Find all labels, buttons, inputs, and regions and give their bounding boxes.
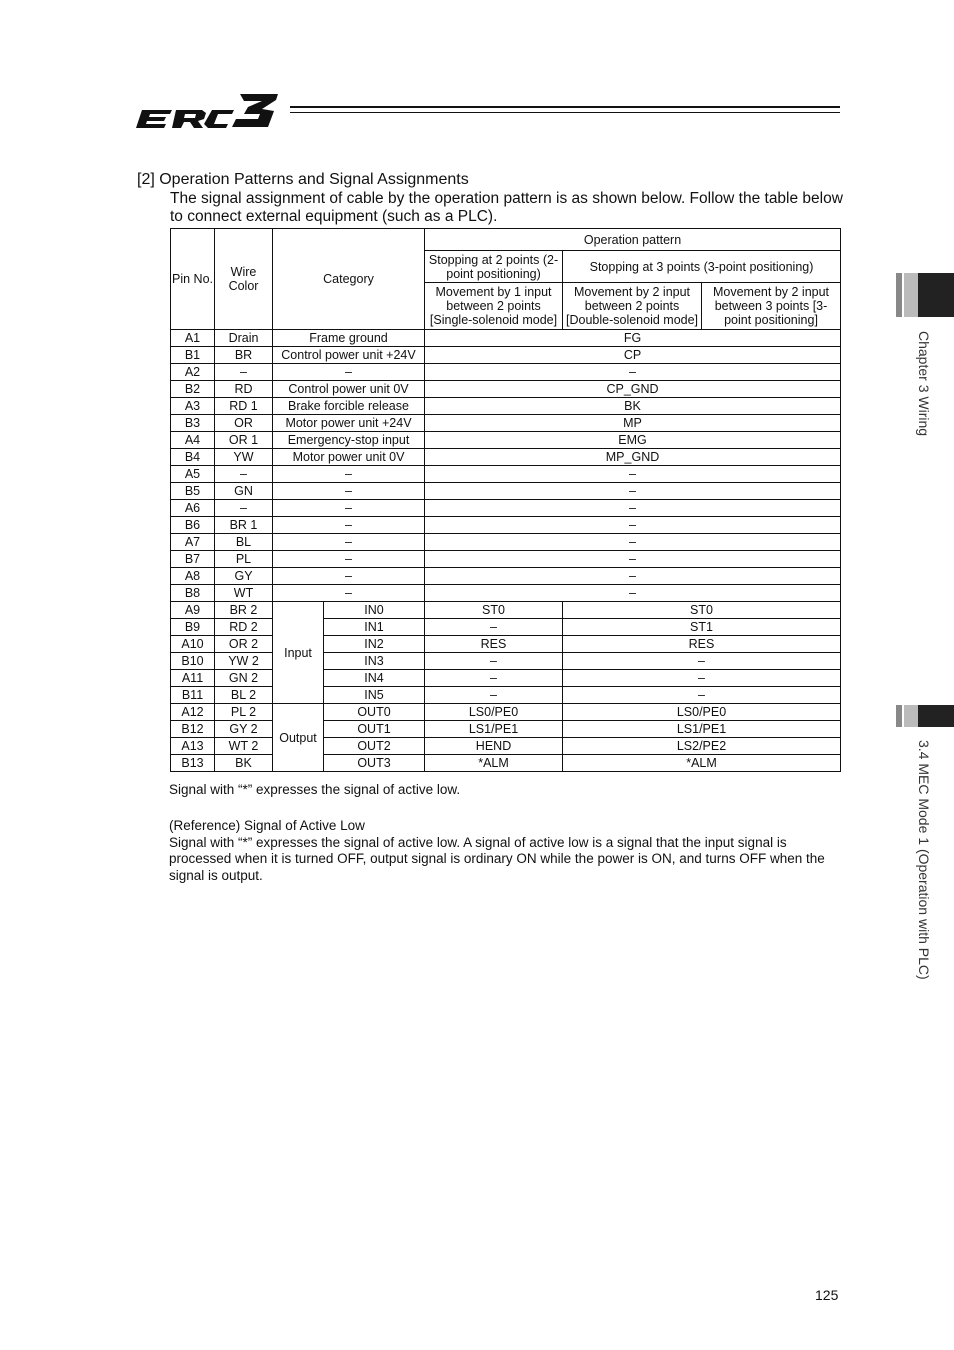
- page-number: 125: [815, 1287, 839, 1303]
- table-row: [171, 687, 841, 704]
- wire-color-cell: YW 2: [215, 653, 273, 670]
- pin-cell: A7: [171, 534, 215, 551]
- category-cell: Frame ground: [273, 330, 425, 347]
- erc3-logo: [136, 92, 284, 132]
- three-point-signal-cell: –: [563, 687, 841, 704]
- table-row: [171, 670, 841, 687]
- signal-cell: –: [425, 551, 841, 568]
- category-cell: –: [273, 534, 425, 551]
- wire-color-cell: RD: [215, 381, 273, 398]
- signal-cell: –: [425, 517, 841, 534]
- table-row: [171, 466, 841, 483]
- pin-cell: B6: [171, 517, 215, 534]
- signal-cell: MP: [425, 415, 841, 432]
- wire-color-cell: YW: [215, 449, 273, 466]
- wire-color-cell: BR 2: [215, 602, 273, 619]
- signal-cell: –: [425, 585, 841, 602]
- pin-cell: A11: [171, 670, 215, 687]
- signal-cell: –: [425, 534, 841, 551]
- table-row: [171, 364, 841, 381]
- reference-body: Signal with “*” expresses the signal of active low. A signal of active low is a signal that the input signal is processed when it is turned OFF, output signal is ordinary ON while the power is ON, and turns OFF when the signal is output.: [169, 834, 825, 883]
- pin-cell: A9: [171, 602, 215, 619]
- section-side-label: 3.4 MEC Mode 1 (Operation with PLC): [916, 740, 932, 980]
- table-row: [171, 755, 841, 772]
- wire-color-cell: RD 1: [215, 398, 273, 415]
- table-row: [171, 449, 841, 466]
- table-row: [171, 551, 841, 568]
- port-cell: IN0: [324, 602, 425, 619]
- two-point-signal-cell: *ALM: [425, 755, 563, 772]
- svg-text:ERC3: ERC3: [136, 131, 139, 132]
- signal-cell: –: [425, 483, 841, 500]
- chapter-tab: [918, 273, 954, 317]
- intro-paragraph: The signal assignment of cable by the operation pattern is as shown below. Follow the table below to connect external equipment (such as a PLC).: [170, 190, 843, 225]
- table-row: [171, 381, 841, 398]
- pin-cell: B5: [171, 483, 215, 500]
- pin-cell: A4: [171, 432, 215, 449]
- wire-color-cell: BK: [215, 755, 273, 772]
- three-point-signal-cell: LS0/PE0: [563, 704, 841, 721]
- table-row: [171, 534, 841, 551]
- wire-color-cell: –: [215, 364, 273, 381]
- category-cell: –: [273, 500, 425, 517]
- chapter-tab-stripe: [896, 273, 902, 317]
- category-cell: –: [273, 568, 425, 585]
- table-row: [171, 483, 841, 500]
- pin-cell: B1: [171, 347, 215, 364]
- header-stop-2-points: Stopping at 2 points (2-point positioning): [425, 251, 563, 283]
- category-cell: –: [273, 551, 425, 568]
- table-row: [171, 330, 841, 347]
- section-tab-stripe: [904, 705, 918, 727]
- signal-cell: CP_GND: [425, 381, 841, 398]
- header-mode-double: Movement by 2 input between 2 points [Double-solenoid mode]: [563, 283, 702, 330]
- header-rule-thin: [290, 112, 840, 113]
- wire-color-cell: GN: [215, 483, 273, 500]
- header-rule: [290, 106, 840, 108]
- pin-cell: A12: [171, 704, 215, 721]
- pin-cell: B8: [171, 585, 215, 602]
- wire-color-cell: GY 2: [215, 721, 273, 738]
- wire-color-cell: Drain: [215, 330, 273, 347]
- category-cell: Control power unit 0V: [273, 381, 425, 398]
- signal-cell: –: [425, 568, 841, 585]
- category-cell: –: [273, 585, 425, 602]
- table-row: [171, 517, 841, 534]
- three-point-signal-cell: RES: [563, 636, 841, 653]
- table-row: [171, 347, 841, 364]
- wire-color-cell: RD 2: [215, 619, 273, 636]
- category-cell: –: [273, 483, 425, 500]
- two-point-signal-cell: LS1/PE1: [425, 721, 563, 738]
- category-cell: Control power unit +24V: [273, 347, 425, 364]
- three-point-signal-cell: ST0: [563, 602, 841, 619]
- port-cell: OUT1: [324, 721, 425, 738]
- port-cell: IN2: [324, 636, 425, 653]
- wire-color-cell: BL 2: [215, 687, 273, 704]
- wire-color-cell: WT: [215, 585, 273, 602]
- wire-color-cell: –: [215, 500, 273, 517]
- table-row: [171, 602, 841, 619]
- pin-cell: A10: [171, 636, 215, 653]
- header-category: Category: [273, 229, 425, 330]
- wire-color-cell: GN 2: [215, 670, 273, 687]
- wire-color-cell: PL: [215, 551, 273, 568]
- pin-cell: B11: [171, 687, 215, 704]
- wire-color-cell: BL: [215, 534, 273, 551]
- two-point-signal-cell: RES: [425, 636, 563, 653]
- wire-color-cell: PL 2: [215, 704, 273, 721]
- three-point-signal-cell: *ALM: [563, 755, 841, 772]
- pin-cell: B13: [171, 755, 215, 772]
- two-point-signal-cell: LS0/PE0: [425, 704, 563, 721]
- category-cell: –: [273, 466, 425, 483]
- category-cell: –: [273, 364, 425, 381]
- three-point-signal-cell: LS2/PE2: [563, 738, 841, 755]
- category-group-cell: Input: [273, 602, 324, 704]
- port-cell: IN1: [324, 619, 425, 636]
- header-pin: Pin No.: [171, 229, 215, 330]
- signal-cell: FG: [425, 330, 841, 347]
- category-cell: Motor power unit 0V: [273, 449, 425, 466]
- pin-cell: A2: [171, 364, 215, 381]
- active-low-note: Signal with “*” expresses the signal of active low.: [169, 782, 461, 797]
- two-point-signal-cell: –: [425, 619, 563, 636]
- two-point-signal-cell: –: [425, 653, 563, 670]
- chapter-side-label: Chapter 3 Wiring: [916, 331, 932, 437]
- category-group-cell: Output: [273, 704, 324, 772]
- wire-color-cell: OR 2: [215, 636, 273, 653]
- wire-color-cell: OR: [215, 415, 273, 432]
- table-row: [171, 432, 841, 449]
- chapter-tab-stripe: [904, 273, 918, 317]
- wire-color-cell: GY: [215, 568, 273, 585]
- pin-cell: B4: [171, 449, 215, 466]
- pin-cell: B2: [171, 381, 215, 398]
- category-cell: Motor power unit +24V: [273, 415, 425, 432]
- header-mode-single: Movement by 1 input between 2 points [Single-solenoid mode]: [425, 283, 563, 330]
- table-row: [171, 398, 841, 415]
- signal-cell: –: [425, 500, 841, 517]
- three-point-signal-cell: –: [563, 670, 841, 687]
- signal-cell: –: [425, 364, 841, 381]
- table-row: [171, 653, 841, 670]
- header-mode-3point: Movement by 2 input between 3 points [3-point positioning]: [702, 283, 841, 330]
- two-point-signal-cell: HEND: [425, 738, 563, 755]
- three-point-signal-cell: –: [563, 653, 841, 670]
- reference-title: (Reference) Signal of Active Low: [169, 818, 365, 833]
- reference-block: [169, 818, 849, 884]
- signal-assignment-table: [170, 228, 841, 772]
- table-row: [171, 415, 841, 432]
- signal-cell: EMG: [425, 432, 841, 449]
- table-row: [171, 568, 841, 585]
- category-cell: –: [273, 517, 425, 534]
- port-cell: OUT0: [324, 704, 425, 721]
- table-row: [171, 585, 841, 602]
- pin-cell: A13: [171, 738, 215, 755]
- wire-color-cell: OR 1: [215, 432, 273, 449]
- two-point-signal-cell: ST0: [425, 602, 563, 619]
- pin-cell: B7: [171, 551, 215, 568]
- three-point-signal-cell: ST1: [563, 619, 841, 636]
- wire-color-cell: BR 1: [215, 517, 273, 534]
- port-cell: OUT2: [324, 738, 425, 755]
- category-cell: Brake forcible release: [273, 398, 425, 415]
- two-point-signal-cell: –: [425, 687, 563, 704]
- pin-cell: B10: [171, 653, 215, 670]
- signal-cell: BK: [425, 398, 841, 415]
- wire-color-cell: BR: [215, 347, 273, 364]
- wire-color-cell: WT 2: [215, 738, 273, 755]
- pin-cell: A1: [171, 330, 215, 347]
- table-row: [171, 619, 841, 636]
- header-operation-pattern: Operation pattern: [425, 229, 841, 251]
- port-cell: IN5: [324, 687, 425, 704]
- pin-cell: B12: [171, 721, 215, 738]
- header-wire-color: Wire Color: [215, 229, 273, 330]
- pin-cell: A6: [171, 500, 215, 517]
- signal-cell: –: [425, 466, 841, 483]
- two-point-signal-cell: –: [425, 670, 563, 687]
- table-row: [171, 704, 841, 721]
- wire-color-cell: –: [215, 466, 273, 483]
- header-stop-3-points: Stopping at 3 points (3-point positioning): [563, 251, 841, 283]
- pin-cell: A8: [171, 568, 215, 585]
- table-header-row: [171, 229, 841, 251]
- section-tab-stripe: [896, 705, 902, 727]
- section-tab: [918, 705, 954, 727]
- signal-cell: MP_GND: [425, 449, 841, 466]
- signal-cell: CP: [425, 347, 841, 364]
- pin-cell: A3: [171, 398, 215, 415]
- port-cell: OUT3: [324, 755, 425, 772]
- category-cell: Emergency-stop input: [273, 432, 425, 449]
- port-cell: IN4: [324, 670, 425, 687]
- port-cell: IN3: [324, 653, 425, 670]
- table-row: [171, 636, 841, 653]
- section-title: [2] Operation Patterns and Signal Assignments: [137, 171, 469, 188]
- pin-cell: B9: [171, 619, 215, 636]
- table-row: [171, 721, 841, 738]
- table-row: [171, 738, 841, 755]
- pin-cell: B3: [171, 415, 215, 432]
- table-row: [171, 500, 841, 517]
- pin-cell: A5: [171, 466, 215, 483]
- three-point-signal-cell: LS1/PE1: [563, 721, 841, 738]
